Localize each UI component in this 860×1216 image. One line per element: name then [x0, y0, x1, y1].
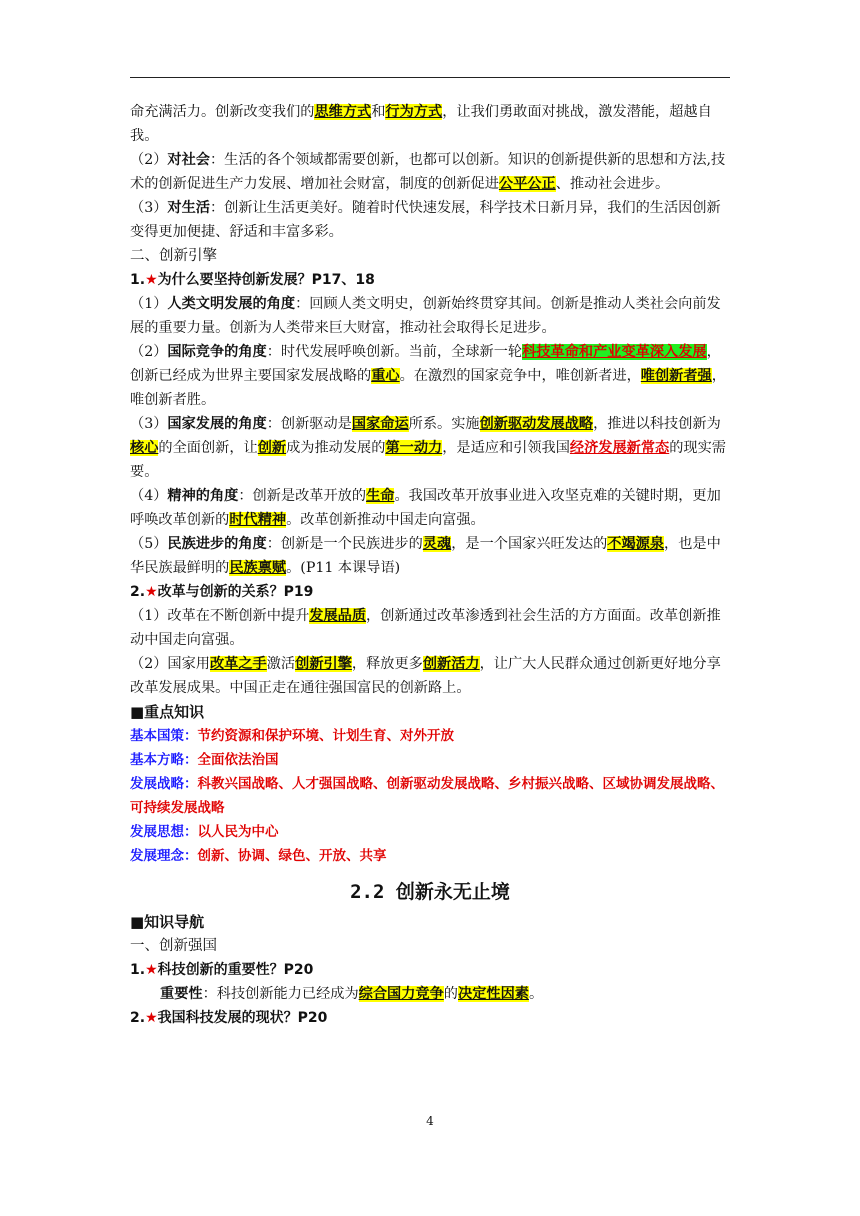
paragraph-life: 命充满活力。创新改变我们的思维方式和行为方式，让我们勇敢面对挑战，激发潜能，超越自我。 — [130, 104, 712, 144]
knowledge-nav-heading: ■知识导航 — [130, 913, 205, 931]
highlight: 创新活力 — [422, 656, 480, 672]
question-heading: 2.★我国科技发展的现状？P20 — [130, 1010, 328, 1026]
key-knowledge-heading: ■重点知识 — [130, 703, 205, 721]
section-heading: 一、创新强国 — [130, 938, 217, 954]
star-icon: ★ — [145, 962, 158, 978]
page-number: 4 — [426, 1114, 434, 1128]
highlight: 核心 — [130, 440, 159, 456]
red-text: 经济发展新常态 — [569, 440, 670, 456]
highlight: 创新引擎 — [295, 656, 352, 672]
answer-spirit: （4）精神的角度：创新是改革开放的生命。我国改革开放事业进入攻坚克难的关键时期，更加呼唤改革创新的时代精神。改革创新推动中国走向富强。 — [130, 488, 721, 528]
header-rule — [130, 77, 730, 78]
key-item: 基本国策：节约资源和保护环境、计划生育、对外开放 — [130, 728, 454, 744]
answer-nation: （5）民族进步的角度：创新是一个民族进步的灵魂，是一个国家兴旺发达的不竭源泉，也是中华民族最鲜明的民族禀赋。(P11 本课导语) — [130, 536, 721, 576]
star-icon: ★ — [145, 272, 158, 288]
highlight: 生命 — [366, 488, 395, 504]
highlight: 决定性因素 — [458, 986, 529, 1002]
answer-civilization: （1）人类文明发展的角度：回顾人类文明史，创新始终贯穿其间。创新是推动人类社会向前发展的重要力量。创新为人类带来巨大财富，推动社会取得长足进步。 — [130, 296, 721, 336]
highlight: 创新 — [257, 440, 287, 456]
key-item: 发展战略：科教兴国战略、人才强国战略、创新驱动发展战略、乡村振兴战略、区域协调发展战略、可持续发展战略 — [130, 776, 724, 816]
highlight: 发展品质 — [309, 608, 367, 624]
answer-reform-2: （2）国家用改革之手激活创新引擎，释放更多创新活力，让广大人民群众通过创新更好地分享改革发展成果。中国正走在通往强国富民的创新路上。 — [130, 656, 721, 696]
highlight: 创新驱动发展战略 — [479, 416, 594, 432]
highlight: 重心 — [371, 368, 400, 384]
answer-reform-1: （1）改革在不断创新中提升发展品质，创新通过改革渗透到社会生活的方方面面。改革创新推动中国走向富强。 — [130, 608, 721, 648]
question-heading: 1.★科技创新的重要性？P20 — [130, 962, 314, 978]
highlight: 不竭源泉 — [607, 536, 665, 552]
lesson-title: 2.2 创新永无止境 — [350, 881, 510, 903]
highlight: 改革之手 — [209, 656, 267, 672]
section-heading: 二、创新引擎 — [130, 248, 217, 264]
key-item: 发展理念：创新、协调、绿色、开放、共享 — [130, 848, 387, 864]
highlight: 第一动力 — [385, 440, 443, 456]
highlight: 灵魂 — [422, 536, 452, 552]
answer-international: （2）国际竞争的角度：时代发展呼唤创新。当前，全球新一轮科技革命和产业变革深入发展，创新已经成为世界主要国家发展战略的重心。在激烈的国家竞争中，唯创新者进，唯创新者强，唯创新者胜。 — [130, 344, 726, 408]
highlight: 时代精神 — [229, 512, 287, 528]
star-icon: ★ — [145, 1010, 158, 1026]
highlight: 公平公正 — [498, 176, 556, 192]
question-heading: 1.★为什么要坚持创新发展？P17、18 — [130, 272, 375, 288]
key-item: 基本方略：全面依法治国 — [130, 752, 279, 768]
highlight: 行为方式 — [385, 104, 443, 120]
document-body — [130, 100, 730, 1030]
key-item: 发展思想：以人民为中心 — [130, 824, 279, 840]
highlight: 唯创新者强 — [640, 368, 712, 384]
green-highlight: 科技革命和产业变革深入发展 — [522, 344, 707, 360]
question-heading: 2.★改革与创新的关系？P19 — [130, 584, 314, 600]
paragraph-society: （2）对社会：生活的各个领域都需要创新，也都可以创新。知识的创新提供新的思想和方法,技术的创新促进生产力发展、增加社会财富，制度的创新促进公平公正、推动社会进步。 — [130, 152, 726, 192]
paragraph-living: （3）对生活：创新让生活更美好。随着时代快速发展，科学技术日新月异，我们的生活因创新变得更加便捷、舒适和丰富多彩。 — [130, 200, 721, 240]
star-icon: ★ — [145, 584, 158, 600]
key-knowledge-list — [130, 724, 730, 868]
answer-national: （3）国家发展的角度：创新驱动是国家命运所系。实施创新驱动发展战略，推进以科技创新为核心的全面创新，让创新成为推动发展的第一动力，是适应和引领我国经济发展新常态的现实需要。 — [130, 416, 726, 480]
answer-importance: 重要性：科技创新能力已经成为综合国力竞争的决定性因素。 — [160, 986, 544, 1002]
highlight: 综合国力竞争 — [358, 986, 444, 1002]
highlight: 国家命运 — [351, 416, 409, 432]
highlight: 思维方式 — [314, 104, 372, 120]
highlight: 民族禀赋 — [229, 560, 287, 576]
